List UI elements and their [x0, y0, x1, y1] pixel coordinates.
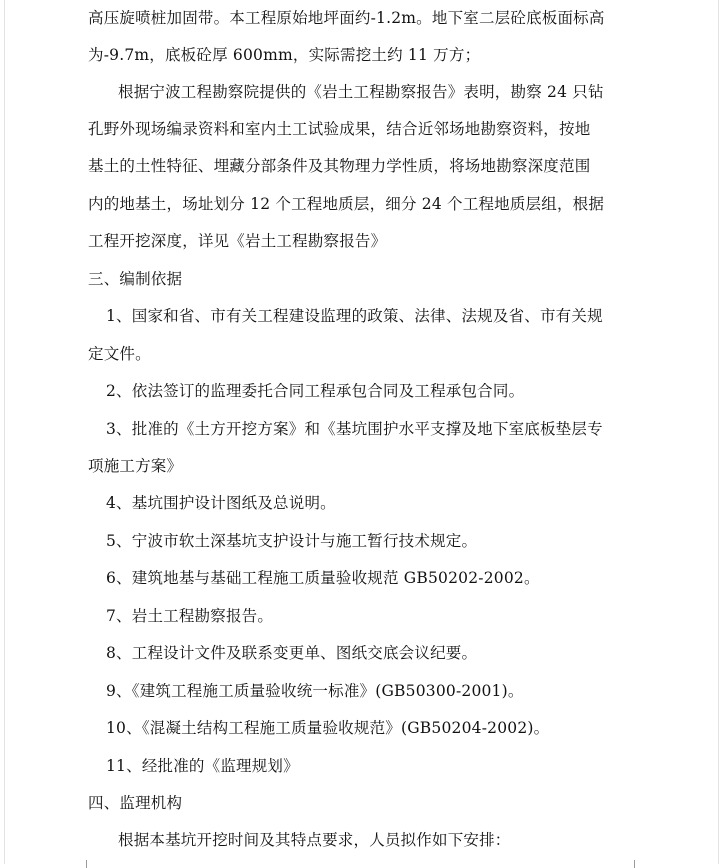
paragraph-line-1: 高压旋喷桩加固带。本工程原始地坪面约-1.2m。地下室二层砼底板面标高	[88, 9, 605, 27]
paragraph-line-last: 根据本基坑开挖时间及其特点要求，人员拟作如下安排：	[118, 831, 511, 849]
paragraph-line-6: 内的地基土，场址划分 12 个工程地质层，细分 24 个工程地质层组，根据	[88, 195, 605, 213]
list-item-11: 11、经批准的《监理规划》	[106, 757, 299, 775]
list-item-5: 5、宁波市软土深基坑支护设计与施工暂行技术规定。	[106, 532, 478, 550]
paragraph-line-7: 工程开挖深度，详见《岩土工程勘察报告》	[88, 232, 387, 250]
list-item-1: 1、国家和省、市有关工程建设监理的政策、法律、法规及省、市有关规	[106, 307, 603, 325]
list-item-8: 8、工程设计文件及联系变更单、图纸交底会议纪要。	[106, 644, 478, 662]
list-item-10: 10、《混凝土结构工程施工质量验收规范》(GB50204-2002)。	[106, 719, 550, 737]
paragraph-line-2: 为-9.7m，底板砼厚 600mm，实际需挖土约 11 万方；	[88, 46, 481, 64]
paragraph-line-5: 基土的土性特征、埋藏分部条件及其物理力学性质，将场地勘察深度范围	[88, 157, 591, 175]
paragraph-line-3: 根据宁波工程勘察院提供的《岩土工程勘察报告》表明，勘察 24 只钻	[118, 83, 604, 101]
list-item-2: 2、依法签订的监理委托合同工程承包合同及工程承包合同。	[106, 382, 525, 400]
section-heading-organization: 四、监理机构	[88, 794, 183, 812]
page-corner-mark-right	[634, 860, 651, 868]
section-heading-basis: 三、编制依据	[88, 270, 183, 288]
list-item-3-continued: 项施工方案》	[88, 457, 183, 475]
list-item-6: 6、建筑地基与基础工程施工质量验收规范 GB50202-2002。	[106, 569, 540, 587]
list-item-3: 3、批准的《土方开挖方案》和《基坑围护水平支撑及地下室底板垫层专	[106, 420, 603, 438]
list-item-4: 4、基坑围护设计图纸及总说明。	[106, 494, 336, 512]
page-corner-mark-left	[70, 860, 87, 868]
list-item-1-continued: 定文件。	[88, 345, 151, 363]
paragraph-line-4: 孔野外现场编录资料和室内土工试验成果，结合近邻场地勘察资料，按地	[88, 120, 591, 138]
list-item-7: 7、岩土工程勘察报告。	[106, 607, 274, 625]
list-item-9: 9、《建筑工程施工质量验收统一标准》(GB50300-2001)。	[106, 682, 524, 700]
